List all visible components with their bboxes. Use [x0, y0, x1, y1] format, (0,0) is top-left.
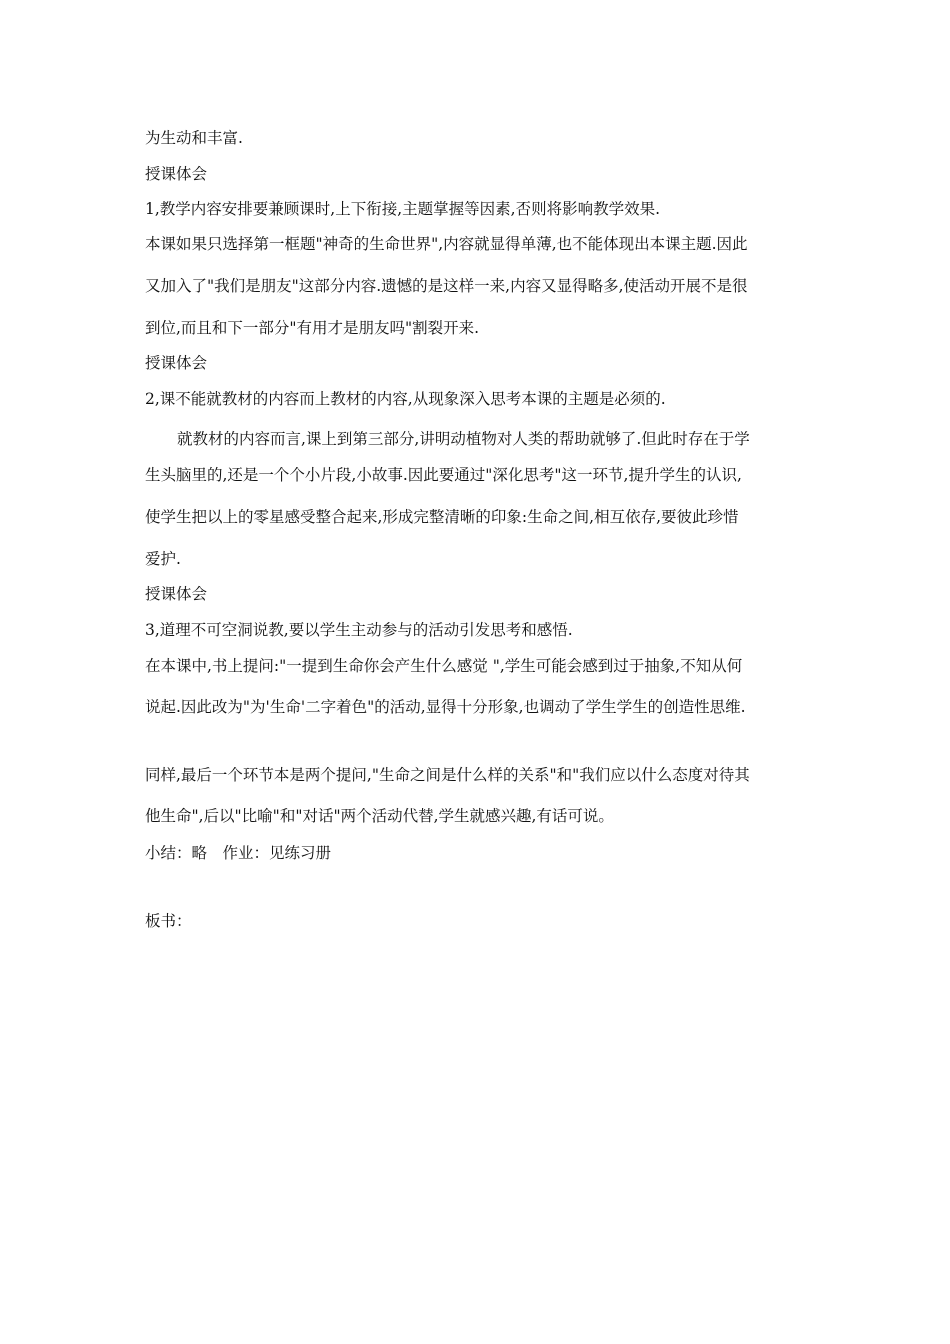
section-heading: 授课体会: [145, 585, 208, 603]
paragraph-line: 在本课中,书上提问:"一提到生命你会产生什么感觉 ",学生可能会感到过于抽象,不知从何: [145, 657, 743, 675]
section-heading: 授课体会: [145, 165, 208, 183]
paragraph-line: 同样,最后一个环节本是两个提问,"生命之间是什么样的关系"和"我们应以什么态度对待其: [145, 766, 750, 784]
paragraph-line: 2,课不能就教材的内容而上教材的内容,从现象深入思考本课的主题是必须的.: [145, 390, 666, 408]
paragraph-line: 3,道理不可空洞说教,要以学生主动参与的活动引发思考和感悟.: [145, 621, 573, 639]
paragraph-line: 爱护.: [145, 550, 181, 568]
paragraph-line: 生头脑里的,还是一个个小片段,小故事.因此要通过"深化思考"这一环节,提升学生的认识,: [145, 466, 742, 484]
summary-line: 小结：略 作业：见练习册: [145, 844, 332, 862]
blackboard-heading: 板书：: [145, 912, 192, 930]
section-heading: 授课体会: [145, 354, 208, 372]
paragraph-line: 本课如果只选择第一框题"神奇的生命世界",内容就显得单薄,也不能体现出本课主题.因此: [145, 235, 748, 253]
paragraph-line: 又加入了"我们是朋友"这部分内容.遗憾的是这样一来,内容又显得略多,使活动开展不是很: [145, 277, 748, 295]
paragraph-line: 就教材的内容而言,课上到第三部分,讲明动植物对人类的帮助就够了.但此时存在于学: [177, 430, 750, 448]
paragraph-line: 为生动和丰富.: [145, 129, 243, 147]
paragraph-line: 他生命",后以"比喻"和"对话"两个活动代替,学生就感兴趣,有话可说。: [145, 807, 614, 825]
paragraph-line: 说起.因此改为"为'生命'二字着色"的活动,显得十分形象,也调动了学生学生的创造性思维.: [145, 698, 746, 716]
paragraph-line: 1,教学内容安排要兼顾课时,上下衔接,主题掌握等因素,否则将影响教学效果.: [145, 200, 660, 218]
paragraph-line: 使学生把以上的零星感受整合起来,形成完整清晰的印象:生命之间,相互依存,要彼此珍惜: [145, 508, 739, 526]
paragraph-line: 到位,而且和下一部分"有用才是朋友吗"割裂开来.: [145, 319, 480, 337]
